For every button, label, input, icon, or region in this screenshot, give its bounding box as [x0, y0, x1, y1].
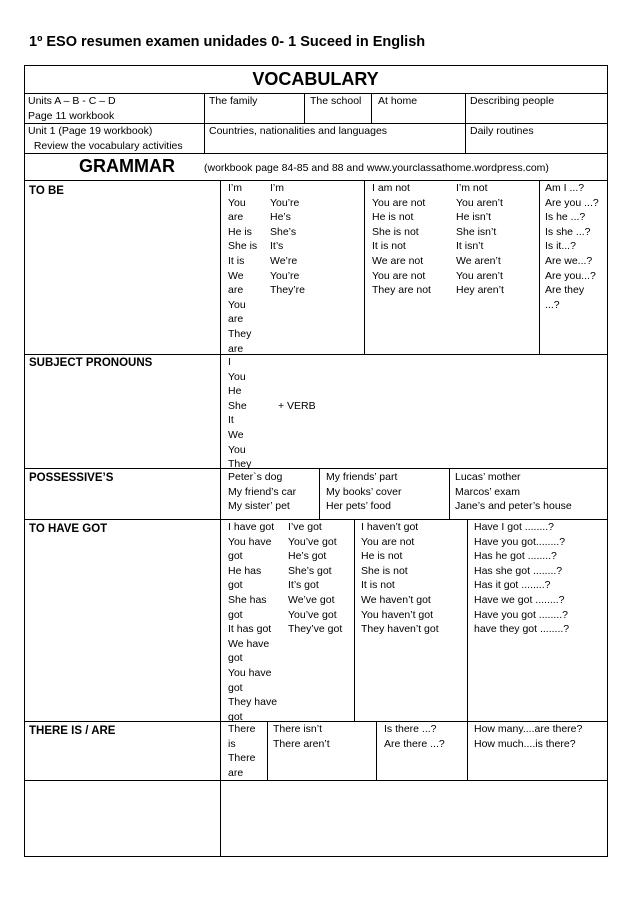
col-divider — [467, 721, 468, 780]
plus-verb: + VERB — [278, 400, 316, 412]
possessives-col2: My friends’ part My books’ cover Her pets’ food — [326, 471, 402, 513]
col-divider — [267, 721, 268, 780]
there-is-negative: There isn’t There aren’t — [273, 723, 330, 750]
row-divider — [24, 354, 608, 355]
col-divider — [376, 721, 377, 780]
vocab-people: Describing people — [470, 95, 555, 107]
have-got-negative: I haven’t got You are not He is not She is not It is not We haven’t got You haven’t got They haven’t got — [361, 521, 439, 636]
to-be-label: TO BE — [29, 185, 64, 197]
row-divider — [24, 780, 608, 781]
vocab-home: At home — [378, 95, 418, 107]
vocabulary-heading: VOCABULARY — [252, 69, 379, 89]
col-divider — [364, 180, 365, 354]
possessives-label: POSSESSIVE’S — [29, 472, 114, 484]
vocab-school: The school — [310, 95, 362, 107]
to-be-negative: I am not You are not He is not She is not It is not We are not You are not They are not — [372, 182, 431, 297]
grammar-note: (workbook page 84-85 and 88 and www.yourclassathome.wordpress.com) — [204, 162, 549, 174]
there-is-questions: Is there ...? Are there ...? — [384, 723, 445, 750]
col-divider — [319, 468, 320, 519]
vocab-units: Units A – B - C – D Page 11 workbook — [28, 95, 116, 122]
subject-pronouns-list: I You He She It We You They — [228, 356, 252, 471]
have-got-label: TO HAVE GOT — [29, 523, 108, 535]
col-divider — [304, 93, 305, 123]
vocab-unit1: Unit 1 (Page 19 workbook) Review the vocabulary activities — [28, 125, 183, 152]
vocab-routines: Daily routines — [470, 125, 534, 137]
row-divider — [24, 468, 608, 469]
row-divider — [24, 180, 608, 181]
have-got-short: I’ve got You’ve got He’s got She’s got It’s got We’ve got You’ve got They’ve got — [288, 521, 343, 636]
col-divider — [467, 519, 468, 721]
to-be-negative-short: I’m not You aren’t He isn’t She isn’t It isn’t We aren’t You aren’t Hey aren’t — [456, 182, 504, 297]
possessives-col1: Peter`s dog My friend’s car My sister’ pet — [228, 471, 297, 513]
to-be-contractions: I’m You’re He’s She’s It’s We’re You’re They’re — [270, 182, 306, 297]
there-is-label: THERE IS / ARE — [29, 725, 116, 737]
subject-pronouns-label: SUBJECT PRONOUNS — [29, 357, 153, 369]
col-divider — [449, 468, 450, 519]
col-divider — [220, 180, 221, 857]
col-divider — [204, 93, 205, 153]
col-divider — [354, 519, 355, 721]
col-divider — [539, 180, 540, 354]
col-divider — [371, 93, 372, 123]
there-is-affirmative: There is There are — [228, 723, 256, 779]
have-got-questions: Have I got ........? Have you got........? Has he got ........? Has she got ........? Has it got ........? Have we got ........? Have you got ........? have they got ........? — [474, 521, 570, 636]
to-be-questions: Am I ...? Are you ...? Is he ...? Is she ...? Is it...? Are we...? Are you...? Are they ...? — [545, 182, 599, 311]
vocab-family: The family — [209, 95, 258, 107]
col-divider — [465, 93, 466, 153]
to-be-pronouns: I’m You are He is She is It is We are You are They are — [228, 182, 258, 355]
there-is-how: How many....are there? How much....is there? — [474, 723, 583, 750]
vocab-countries: Countries, nationalities and languages — [209, 125, 388, 137]
have-got-affirmative: I have got You have got He has got She has got It has got We have got You have got They have got — [228, 521, 278, 723]
grammar-heading: GRAMMAR — [79, 156, 175, 176]
possessives-col3: Lucas’ mother Marcos’ exam Jane’s and peter’s house — [455, 471, 572, 513]
document-title: 1º ESO resumen examen unidades 0- 1 Suceed in English — [29, 34, 426, 50]
